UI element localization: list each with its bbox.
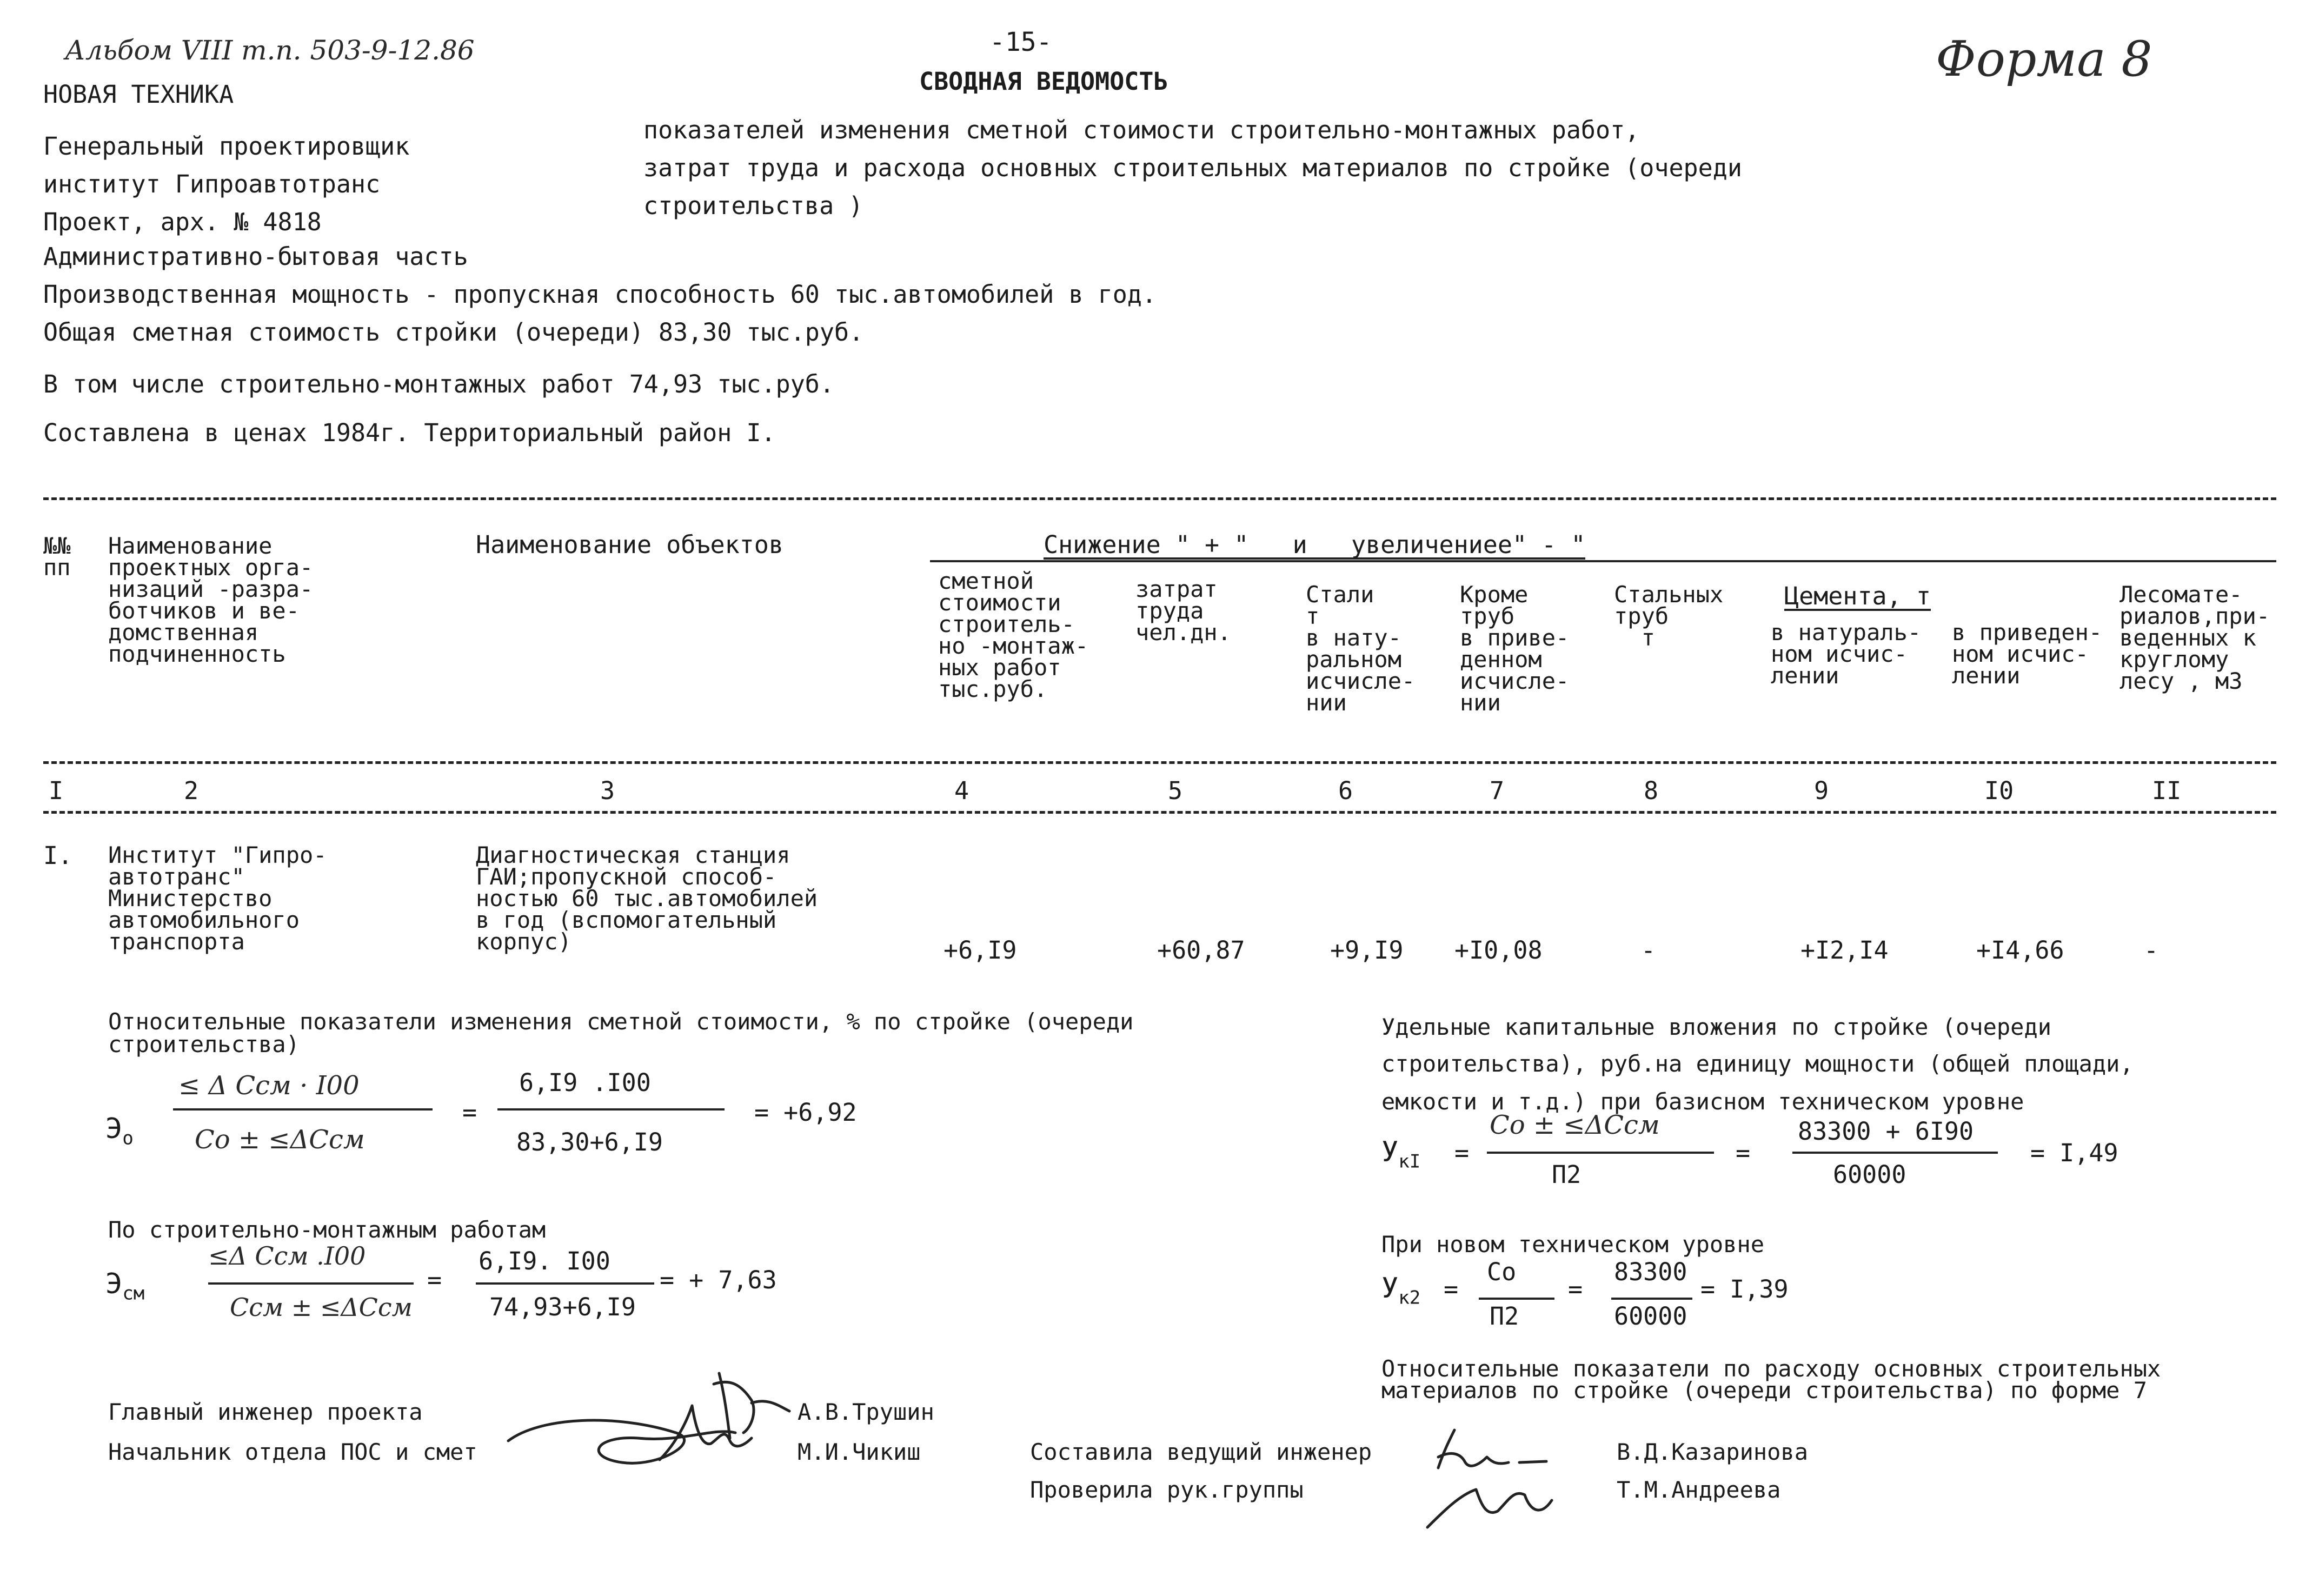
uk1-numerator-values: 83300 + 6I90 [1798,1117,1974,1146]
department-head-name: М.И.Чикиш [798,1439,921,1465]
subtitle-line: затрат труда и расхода основных строительных материалов по стройке (очереди [643,154,1742,182]
e0-denominator: Со ± ≤ΔCсм [195,1125,365,1155]
col9-header: в натураль- ном исчис- лении [1771,619,1922,689]
compiled-by-name: В.Д.Казаринова [1617,1439,1809,1465]
e0-result: = +6,92 [754,1098,857,1127]
col4-header: сметной стоимости строитель- но -монтаж- ных работ тыс.руб. [938,568,1089,702]
col-number: I [49,776,64,805]
org-line: институт Гипроавтотранс [43,170,381,198]
equals: = [1454,1139,1470,1167]
uk2-numerator-values: 83300 [1614,1258,1687,1286]
document-title: СВОДНАЯ ВЕДОМОСТЬ [919,67,1168,96]
chief-engineer-name: А.В.Трушин [798,1399,934,1425]
col-number: II [2152,776,2182,805]
col-number: I0 [1984,776,2014,805]
value-steel: +9,I9 [1330,936,1404,965]
info-line: Общая сметная стоимость стройки (очереди) 83,30 тыс.руб. [43,318,864,347]
col-number: 8 [1644,776,1659,805]
uk2-result: = I,39 [1700,1275,1789,1304]
rel-intro-line: строительства) [108,1031,300,1058]
group-header: Снижение " + " и увеличениее" - " [1044,530,1586,559]
rel-intro-line: Относительные показатели изменения сметной стоимости, % по стройке (очереди [108,1008,1134,1035]
value-steel-reduced: +I0,08 [1454,936,1543,965]
esm-symbol: $Э_{см}$ [105,1268,145,1305]
uk1-denominator: П2 [1552,1160,1582,1189]
esm-denominator-values: 74,93+6,I9 [489,1293,636,1321]
equals: = [1736,1139,1751,1167]
uk2-numerator: Co [1487,1258,1517,1286]
row-organization: Институт "Гипро- автотранс" Министерство автомобильного транспорта [108,842,327,955]
col-number: 6 [1338,776,1353,805]
col2-header: Наименование проектных орга- низаций -разра- ботчиков и ве- домственная подчиненность [108,533,314,667]
col11-header: Лесомате- риалов,при- веденных к круглому лесу , м3 [2119,581,2270,694]
compiled-by-title: Составила ведущий инженер [1030,1439,1372,1465]
equals: = [462,1098,477,1127]
e0-denominator-values: 83,30+6,I9 [516,1128,663,1156]
col3-header: Наименование объектов [476,530,783,559]
value-timber: - [2144,936,2159,965]
col-number: 5 [1168,776,1183,805]
info-line: В том числе строительно-монтажных работ 74,93 тыс.руб. [43,370,834,398]
header-bottom-rule [43,761,2276,764]
esm-numerator: ≤Δ Cсм .I00 [208,1241,366,1271]
subtitle-line: показателей изменения сметной стоимости строительно-монтажных работ, [643,116,1640,144]
col-number: 4 [954,776,969,805]
col8-header: Стальных труб т [1614,581,1724,651]
smr-intro: По строительно-монтажным работам [108,1216,546,1243]
row-object: Диагностическая станция ГАИ;пропускной способ- ностью 60 тыс.автомобилей в год (вспомогательный корпус) [476,842,818,955]
col6-header: Стали т в нату- ральном исчисле- нии [1306,581,1416,716]
value-cement-natural: +I2,I4 [1800,936,1889,965]
form-label: Форма 8 [1936,31,2152,88]
page-number: -15- [989,27,1052,57]
org-line: Генеральный проектировщик [43,132,410,161]
ud-intro-line: Удельные капитальные вложения по стройке (очереди [1381,1014,2052,1040]
e0-symbol: $Э_о$ [105,1113,134,1149]
col1-header: №№ пп [43,533,71,581]
e0-numerator-values: 6,I9 .I00 [519,1068,651,1097]
department-head-title: Начальник отдела ПОС и смет [108,1439,477,1465]
uk1-symbol: $У_{кI}$ [1381,1136,1421,1173]
section-label: НОВАЯ ТЕХНИКА [43,80,234,109]
value-smr: +6,I9 [943,936,1017,965]
subtitle-line: строительства ) [643,191,863,220]
col-number: 9 [1814,776,1829,805]
value-labor: +60,87 [1157,936,1245,965]
row-number: I. [43,841,73,870]
equals: = [427,1266,442,1294]
e0-values-bar [497,1108,725,1110]
col-number: 7 [1490,776,1505,805]
cement-header: Цемента, т [1784,582,1931,610]
col-number: 2 [184,776,199,805]
signature-scribble [1417,1419,1600,1544]
org-line: Проект, арх. № 4818 [43,208,322,236]
uk2-denominator-values: 60000 [1614,1302,1687,1331]
chief-engineer-title: Главный инженер проекта [108,1399,423,1425]
uk1-numerator: Co ± ≤ΔCсм [1490,1110,1660,1140]
uk1-denominator-values: 60000 [1833,1160,1906,1189]
uk2-fraction-bar [1479,1298,1554,1300]
esm-denominator: Cсм ± ≤ΔCсм [230,1293,413,1322]
e0-numerator: ≤ Δ Cсм · I00 [178,1070,360,1101]
uk1-values-bar [1792,1152,1998,1154]
uk2-values-bar [1611,1298,1692,1300]
equals: = [1444,1275,1459,1304]
col5-header: затрат труда чел.дн. [1135,576,1232,646]
group-underline [930,560,2276,562]
uk1-fraction-bar [1487,1152,1714,1154]
new-level-intro: При новом техническом уровне [1381,1231,1765,1258]
table-top-rule [43,497,2276,500]
esm-values-bar [476,1282,654,1285]
info-line: Составлена в ценах 1984г. Территориальный район I. [43,418,776,447]
col7-header: Кроме труб в приве- денном исчисле- нии [1460,581,1570,716]
ud-intro-line: строительства), руб.на единицу мощности (общей площади, [1381,1050,2134,1077]
uk2-symbol: $У_{к2}$ [1381,1272,1421,1309]
value-pipes: - [1641,936,1656,965]
value-cement-reduced: +I4,66 [1976,936,2064,965]
esm-fraction-bar [208,1282,414,1285]
uk2-denominator: П2 [1490,1302,1519,1331]
checked-by-title: Проверила рук.группы [1030,1477,1304,1503]
ud-intro-line: емкости и т.д.) при базисном техническом уровне [1381,1088,2024,1115]
col10-header: в приведен- ном исчис- лении [1952,619,2103,689]
checked-by-name: Т.М.Андреева [1617,1477,1781,1503]
col-number: 3 [600,776,615,805]
materials-note-line: Относительные показатели по расходу основных строительных [1381,1355,2161,1382]
uk1-result: = I,49 [2030,1139,2118,1167]
org-line: Административно-бытовая часть [43,242,468,271]
esm-numerator-values: 6,I9. I00 [479,1247,610,1275]
materials-note-line: материалов по стройке (очереди строительства) по форме 7 [1381,1377,2148,1404]
album-reference: Альбом VIII т.п. 503-9-12.86 [65,35,475,66]
info-line: Производственная мощность - пропускная способность 60 тыс.автомобилей в год. [43,280,1157,309]
signature-scribble [497,1352,800,1487]
esm-result: = + 7,63 [660,1266,777,1294]
numbers-rule [43,811,2276,814]
equals: = [1568,1275,1583,1304]
e0-fraction-bar [173,1108,433,1110]
